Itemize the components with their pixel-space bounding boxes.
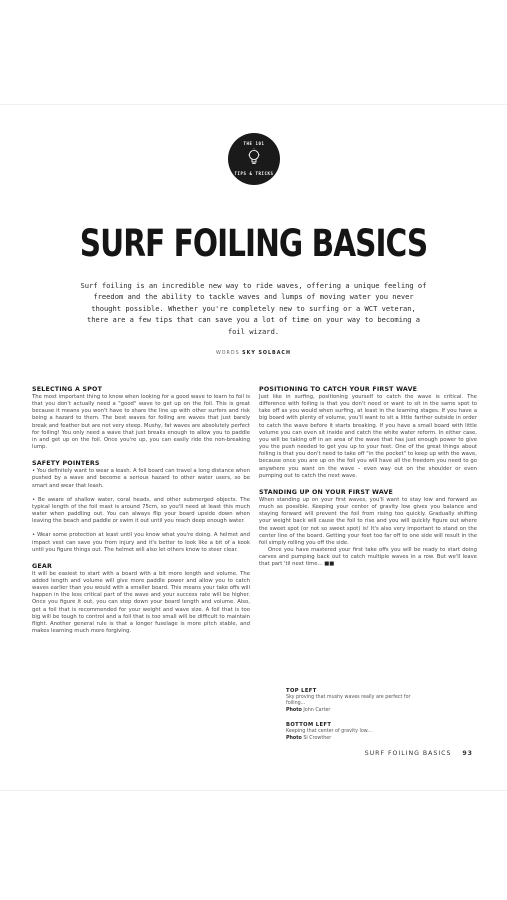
- end-mark: ■■: [324, 561, 335, 568]
- caption-bottom-label: BOTTOM LEFT: [286, 722, 332, 729]
- safety-point-shallow: • Be aware of shallow water, coral heads, and other submerged objects. The typical length of the foil mast is around 75cm, so you'll need at least this much water when paddling out. You can always flip your board upside down when leaving the beach and paddle or swim it out until you reach deep enough water.: [32, 496, 250, 525]
- byline-author: SKY SOLBACH: [242, 351, 291, 356]
- caption-top-label: TOP LEFT: [286, 688, 317, 694]
- footer-section: SURF FOILING BASICS: [364, 750, 452, 757]
- badge-bottom-text: TIPS & TRICKS: [234, 171, 274, 176]
- lightbulb-icon: [247, 148, 261, 168]
- right-column: [259, 386, 477, 568]
- page-number: 93: [462, 750, 473, 757]
- page-top-edge: [0, 104, 507, 105]
- badge-top-text: THE 101: [243, 141, 265, 146]
- paragraph-next-time: [259, 547, 477, 568]
- caption-top-text: Sky proving that mushy waves really are perfect for foiling...: [286, 694, 411, 707]
- article-title: SURF FOILING BASICS: [79, 222, 428, 265]
- byline-label: WORDS: [216, 351, 240, 356]
- paragraph-selecting-spot: The most important thing to know when looking for a good wave to learn to foil is that you don't actually need a "good" wave to get up on the foil. This is great because it means you won't have to share the line up with other surfers and risk being a hazard to them. The best waves for foiling are waves that just barely break and feather but are not very steep. Mushy, fat waves are absolutely perfect for foiling! You only need a wave that just breaks enough to allow you to paddle in and get up on the foil. Once you're up, you can easily ride the non-breaking lump.: [32, 394, 250, 451]
- page-bottom-edge: [0, 790, 507, 791]
- safety-point-protection: • Wear some protection at least until you know what you're doing. A helmet and impact vest can save you from injury and it's better to look like a bit of a kook until you figure things out. The helmet will also let others know to steer clear.: [32, 532, 250, 553]
- heading-gear: GEAR: [32, 562, 52, 570]
- article-intro: Surf foiling is an incredible new way to ride waves, offering a unique feeling of freedom and the ability to tackle waves and lumps of moving water you never thought possible. Whether you're completely new to surfing or a WCT veteran, there are a few tips that can save you a lot of time on your way to becoming a foil wizard.: [80, 281, 427, 336]
- paragraph-standing-up: When standing up on your first waves, you'll want to stay low and forward as much as possible. Keeping your center of gravity low gives you balance and staying forward will prevent the foil from rising too quickly. Gradually shifting your weight back will cause the foil to rise and you will quickly figure out where the sweet spot (or not so sweet spot) is! It's also very important to stand on the center line of the board. Getting your feet too far off to one side will result in the foil simply rolling you off the side.: [259, 496, 477, 546]
- caption-top-credit-label: Photo: [286, 707, 302, 713]
- photo-captions: [286, 688, 416, 742]
- heading-selecting-spot: SELECTING A SPOT: [32, 386, 103, 393]
- next-time-text: Once you have mastered your first take offs you will be ready to start doing carves and pumping back out to catch multiple waves in a row. But we'll leave that part 'til next time...: [259, 546, 477, 568]
- safety-point-leash: • You definitely want to wear a leash. A foil board can travel a long distance when pushed by a wave and become a serious hazard to other water users, so be smart and wear that leash.: [32, 468, 250, 489]
- caption-bottom-credit: [286, 736, 416, 743]
- caption-top-credit: [286, 708, 416, 715]
- paragraph-gear: It will be easiest to start with a board with a bit more length and volume. The added length and volume will give more paddle power and allow you to catch waves earlier than you would with a smaller board. This means your take offs will happen in the less critical part of the wave and your success rate will be higher. Once you figure it out, you can step down your board length and volume. Also, get a foil that is recommended for your weight and wave size. A foil that is too big will be tough to control and a foil that is too small will be difficult to maintain flight. Another general rule is that a longer fuselage is more pitch stable, and makes learning much more forgiving.: [32, 570, 250, 635]
- paragraph-positioning: Just like in surfing, positioning yourself to catch the wave is critical. The difference with foiling is that you don't need or want to sit in the same spot to take off as you would when surfing, at least in the learning stages. If you have a big board with plenty of volume, you'll want to sit a little farther outside in order to catch the wave before it starts breaking. If you have a small board with little volume you can even sit inside and catch the white water reform. In either case, you will be taking off in an area of the wave that has just enough power to give you the push needed to get you up to your feet. One of the great things about foiling is that you don't need to take off "in the pocket" to keep up with the wave, because once you are up on the foil you will have all the freedom you need to go anywhere you want on the wave – even way out on the shoulder or even pumping out to catch the next wave.: [259, 394, 477, 479]
- left-column: [32, 386, 250, 635]
- tips-badge: [228, 133, 280, 185]
- caption-bottom-credit-label: Photo: [286, 735, 302, 741]
- byline: [0, 351, 507, 356]
- caption-bottom-text: Keeping that center of gravity low...: [286, 728, 372, 734]
- heading-safety: SAFETY POINTERS: [32, 460, 100, 468]
- caption-top-credit-name: John Carter: [303, 707, 331, 713]
- heading-positioning: POSITIONING TO CATCH YOUR FIRST WAVE: [259, 386, 418, 393]
- page-footer: [365, 750, 473, 757]
- caption-bottom-credit-name: Si Crowther: [303, 735, 332, 741]
- heading-standing-up: STANDING UP ON YOUR FIRST WAVE: [259, 488, 394, 496]
